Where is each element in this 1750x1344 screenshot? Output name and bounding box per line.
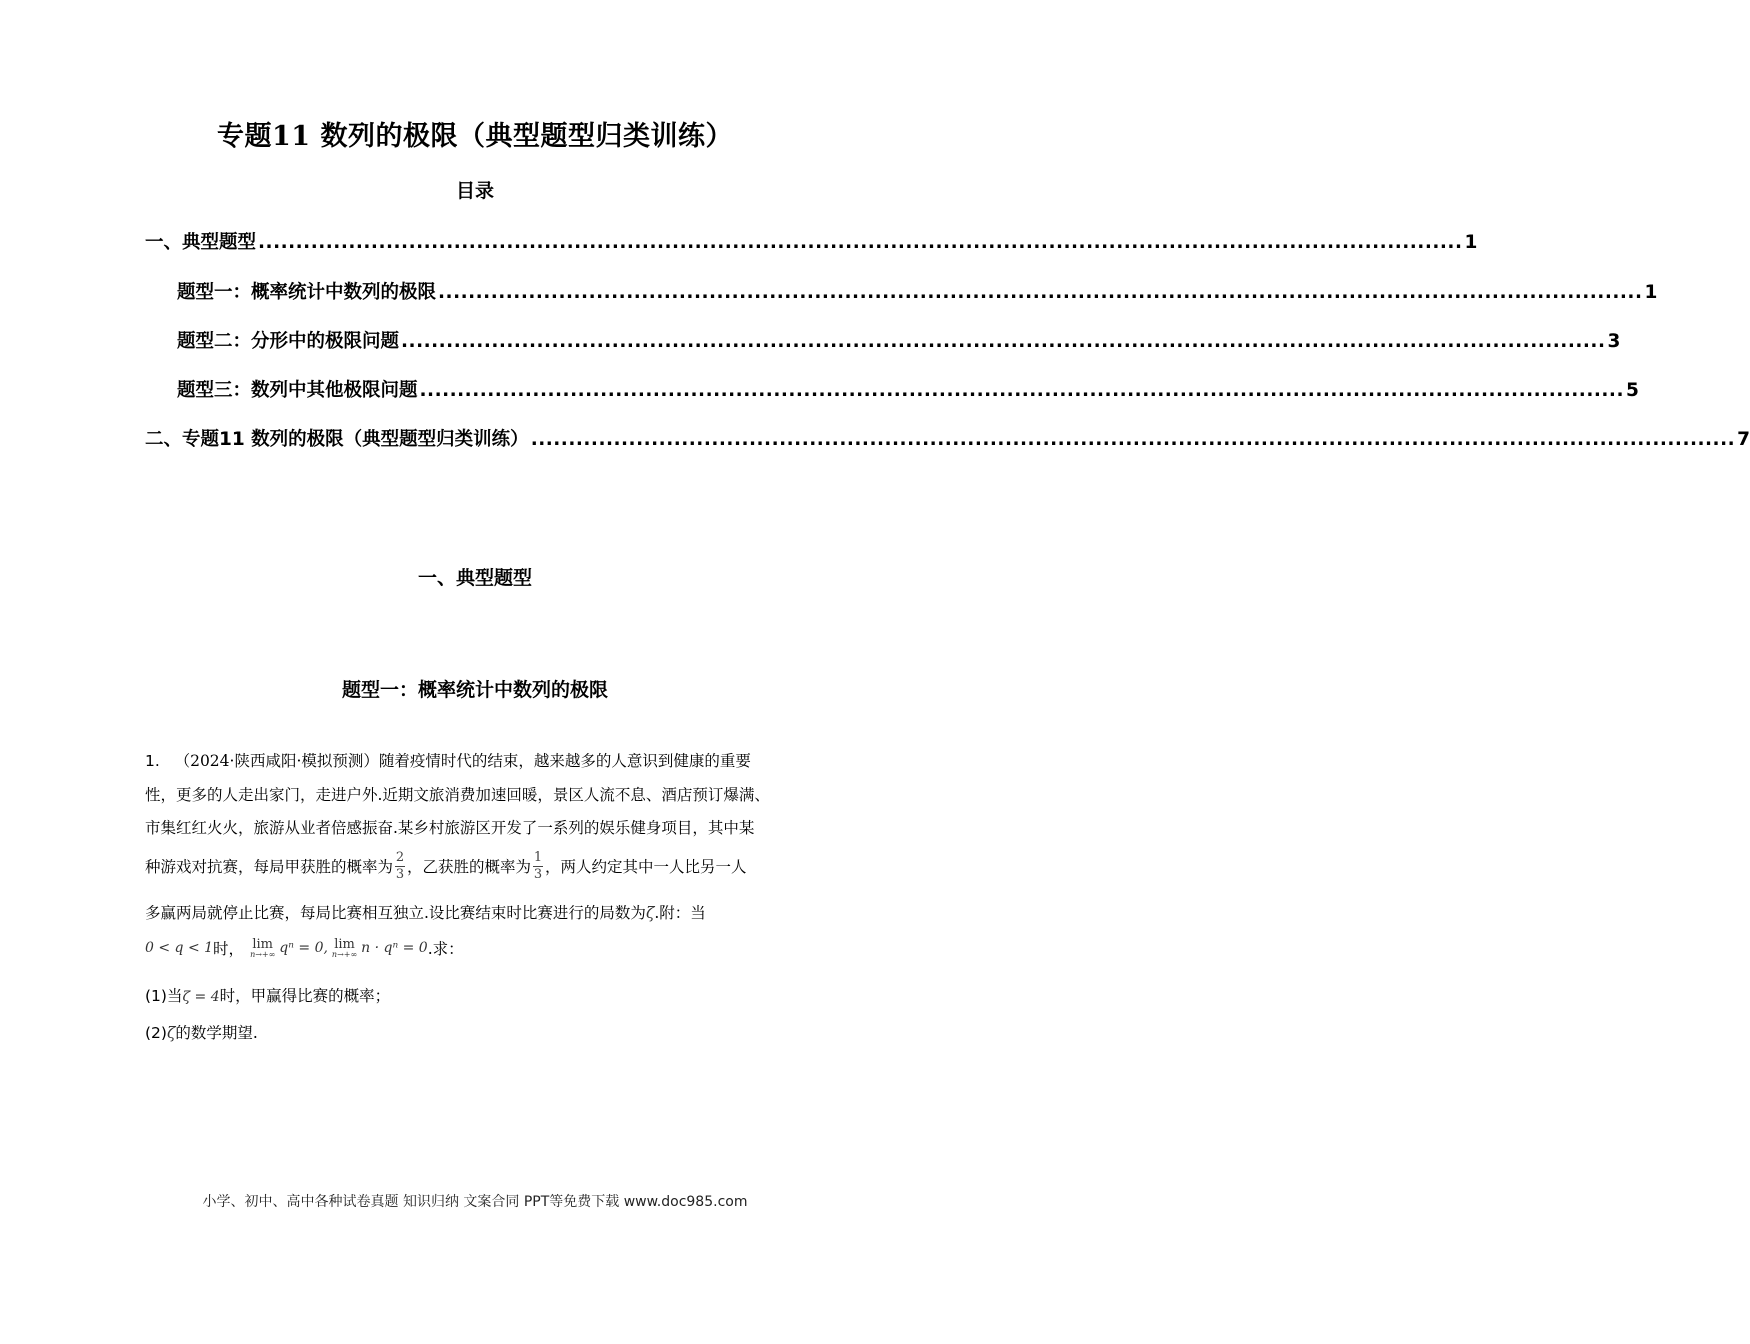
problem-part (145, 984, 390, 1006)
problem-text: 性，更多的人走出家门，走进户外.近期文旅消费加速回暖，景区人流不息、酒店预订爆满、 (145, 786, 770, 804)
problem-text: 时， (213, 940, 245, 958)
limit-subscript: n→+∞ (250, 949, 276, 959)
limit-operator (250, 938, 275, 959)
limit-expression-1 (250, 938, 328, 959)
toc-entry-page: 7 (1737, 429, 1750, 450)
fraction-two-thirds (395, 851, 405, 881)
problem-number: 1. (145, 752, 160, 770)
zeta-symbol: ζ (166, 1024, 176, 1042)
fraction-denominator: 3 (395, 866, 405, 882)
problem-text: ，两人约定其中一人比另一人 (545, 858, 747, 876)
toc-leader-dots: ................................................................................................................................................................ (258, 232, 1463, 253)
limit-subscript: n→+∞ (331, 949, 358, 959)
toc-entry-page: 3 (1607, 331, 1621, 352)
problem-line (145, 934, 464, 962)
zeta-symbol: ζ (645, 904, 655, 922)
limit-body: qⁿ = 0, (279, 940, 328, 956)
fraction-numerator: 2 (395, 849, 405, 865)
problem-line (145, 783, 770, 805)
problem-line (145, 901, 706, 923)
toc-entry-page: 1 (1644, 282, 1658, 303)
limit-word: lim (252, 936, 273, 952)
problem-text: ，乙获胜的概率为 (407, 858, 532, 876)
problem-text: 多赢两局就停止比赛，每局比赛相互独立.设比赛结束时比赛进行的局数为 (145, 904, 646, 922)
fraction-one-third (533, 851, 543, 881)
toc-entry-label: 题型一：概率统计中数列的极限 (177, 282, 437, 303)
page-footer: 小学、初中、高中各种试卷真题 知识归纳 文案合同 PPT等免费下载 www.doc985.com (202, 1194, 748, 1210)
toc-entry-page: 5 (1625, 380, 1639, 401)
part-number: (2) (145, 1024, 167, 1042)
document-title: 专题11 数列的极限（典型题型归类训练） (217, 121, 733, 152)
limit-word: lim (334, 936, 355, 952)
limit-expression-2 (332, 938, 428, 959)
problem-text: 的数学期望. (175, 1024, 258, 1042)
toc-entry-label: 二、专题11 数列的极限（典型题型归类训练） (145, 429, 529, 450)
problem-text: .求： (427, 940, 464, 958)
problem-text: 种游戏对抗赛，每局甲获胜的概率为 (145, 858, 394, 876)
condition-expression: 0 < q < 1 (145, 940, 214, 956)
problem-line (145, 749, 751, 771)
section-heading: 一、典型题型 (417, 567, 532, 589)
toc-entry-label: 题型二：分形中的极限问题 (177, 331, 400, 352)
subsection-heading: 题型一：概率统计中数列的极限 (341, 679, 608, 701)
toc-heading: 目录 (455, 180, 494, 202)
fraction-denominator: 3 (533, 866, 543, 882)
toc-entry[interactable] (145, 425, 1750, 451)
limit-body: n · qⁿ = 0 (361, 940, 428, 956)
part-number: (1) (145, 987, 167, 1005)
toc-entry[interactable] (145, 228, 1478, 254)
problem-text: 时，甲赢得比赛的概率； (219, 987, 391, 1005)
toc-leader-dots: ................................................................................................................................................................ (438, 282, 1643, 303)
problem-text: .附：当 (654, 904, 706, 922)
toc-entry-page: 1 (1464, 232, 1478, 253)
toc-entry[interactable] (177, 327, 1621, 353)
problem-text: （2024·陕西咸阳·模拟预测）随着疫情时代的结束，越来越多的人意识到健康的重要 (174, 752, 751, 770)
toc-leader-dots: ................................................................................................................................................................ (401, 331, 1606, 352)
problem-part (145, 1021, 258, 1043)
problem-text: 市集红红火火，旅游从业者倍感振奋.某乡村旅游区开发了一系列的娱乐健身项目，其中某 (145, 819, 755, 837)
fraction-numerator: 1 (533, 849, 543, 865)
toc-entry-label: 一、典型题型 (145, 232, 257, 253)
toc-entry-label: 题型三：数列中其他极限问题 (177, 380, 418, 401)
zeta-condition: ζ = 4 (182, 989, 220, 1005)
problem-text: 当 (166, 987, 183, 1005)
problem-line (145, 816, 754, 838)
toc-entry[interactable] (177, 376, 1639, 402)
toc-leader-dots: ................................................................................................................................................................ (530, 429, 1736, 450)
limit-operator (332, 938, 357, 959)
toc-leader-dots: ................................................................................................................................................................ (419, 380, 1624, 401)
problem-line (145, 848, 747, 884)
toc-entry[interactable] (177, 278, 1658, 304)
